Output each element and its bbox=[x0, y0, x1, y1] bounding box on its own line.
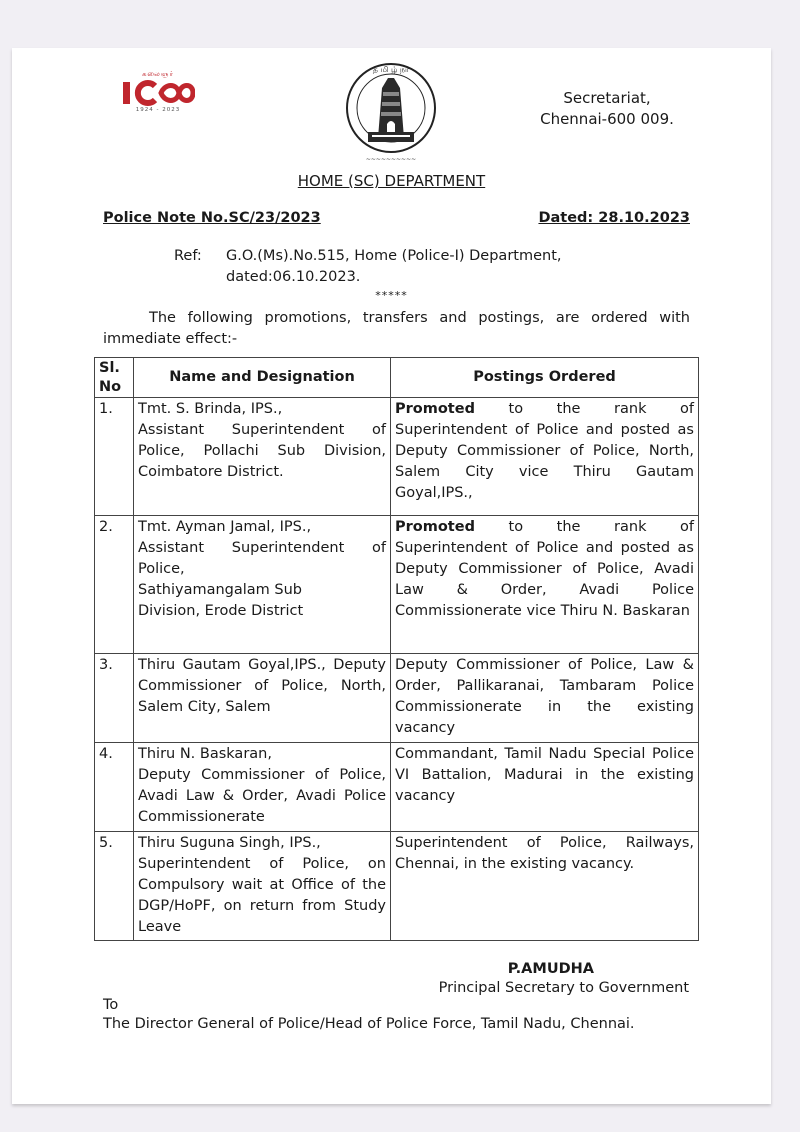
table-header-row bbox=[95, 358, 699, 398]
recipient-address: The Director General of Police/Head of Police Force, Tamil Nadu, Chennai. bbox=[103, 1016, 635, 1032]
header-postings-ordered: Postings Ordered bbox=[391, 358, 699, 398]
row-name-designation: Thiru Suguna Singh, IPS., Superintendent of Police, on Compulsory wait at Office of the DGP/HoPF, on return from Study Leave bbox=[134, 832, 391, 941]
row-name-designation: Tmt. Ayman Jamal, IPS., Assistant Superintendent of Police, Sathiyamangalam Sub Division, Erode District bbox=[134, 516, 391, 654]
promoted-label: Promoted bbox=[395, 519, 475, 535]
svg-text:~~~~~~~~~~: ~~~~~~~~~~ bbox=[365, 156, 417, 163]
row-name-designation: Thiru Gautam Goyal,IPS., Deputy Commissioner of Police, North, Salem City, Salem bbox=[134, 654, 391, 743]
document-page bbox=[12, 48, 771, 1104]
kalaignar-100-logo bbox=[118, 70, 198, 120]
row-sl: 1. bbox=[95, 398, 134, 516]
signatory-title: Principal Secretary to Government bbox=[438, 980, 689, 996]
separator-stars: ***** bbox=[375, 289, 408, 302]
intro-paragraph: The following promotions, transfers and postings, are ordered with immediate effect:- bbox=[103, 310, 690, 347]
ref-line-1: G.O.(Ms).No.515, Home (Police-I) Department, bbox=[226, 248, 562, 264]
secretariat-address bbox=[512, 88, 702, 130]
promoted-label: Promoted bbox=[395, 401, 475, 417]
signatory-name: P.AMUDHA bbox=[507, 961, 594, 977]
note-date: Dated: 28.10.2023 bbox=[538, 210, 690, 226]
row-posting: Promoted to the rank of Superintendent of Police and posted as Deputy Commissioner of Police, Avadi Law & Order, Avadi Police Commissionerate vice Thiru N. Baskaran bbox=[391, 516, 699, 654]
header-name-designation: Name and Designation bbox=[134, 358, 391, 398]
row-sl: 4. bbox=[95, 743, 134, 832]
row-sl: 2. bbox=[95, 516, 134, 654]
ref-line-2: dated:06.10.2023. bbox=[226, 269, 361, 285]
row-posting: Deputy Commissioner of Police, Law & Order, Pallikaranai, Tambaram Police Commissionerate in the existing vacancy bbox=[391, 654, 699, 743]
row-name-designation: Tmt. S. Brinda, IPS., Assistant Superintendent of Police, Pollachi Sub Division, Coimbatore District. bbox=[134, 398, 391, 516]
row-posting: Superintendent of Police, Railways, Chennai, in the existing vacancy. bbox=[391, 832, 699, 941]
logo-100-icon bbox=[121, 80, 195, 106]
table-row bbox=[95, 398, 699, 516]
reference bbox=[174, 246, 562, 288]
row-posting: Commandant, Tamil Nadu Special Police VI Battalion, Madurai in the existing vacancy bbox=[391, 743, 699, 832]
row-sl: 3. bbox=[95, 654, 134, 743]
address-line-1: Secretariat, bbox=[563, 89, 651, 107]
table-row bbox=[95, 516, 699, 654]
table-row bbox=[95, 832, 699, 941]
header-sl-no: Sl. No bbox=[95, 358, 134, 398]
to-label: To bbox=[103, 997, 119, 1013]
row-sl: 5. bbox=[95, 832, 134, 941]
department-heading bbox=[12, 172, 771, 190]
svg-text:த மி ழ் நா: த மி ழ் நா bbox=[372, 65, 410, 74]
row-name-designation: Thiru N. Baskaran, Deputy Commissioner of Police, Avadi Law & Order, Avadi Police Commissionerate bbox=[134, 743, 391, 832]
police-note-number: Police Note No.SC/23/2023 bbox=[103, 210, 321, 226]
address-line-2: Chennai-600 009. bbox=[540, 110, 674, 128]
table-row bbox=[95, 654, 699, 743]
tamil-nadu-emblem-icon bbox=[338, 58, 444, 168]
logo-years: 1924 - 2023 bbox=[135, 107, 181, 113]
postings-table bbox=[94, 357, 699, 941]
logo-tamil-text: கலைஞர் bbox=[141, 70, 175, 78]
department-name: HOME (SC) DEPARTMENT bbox=[297, 172, 486, 190]
table-row bbox=[95, 743, 699, 832]
ref-label: Ref: bbox=[174, 248, 202, 264]
row-posting: Promoted to the rank of Superintendent of Police and posted as Deputy Commissioner of Police, North, Salem City vice Thiru Gautam Goyal,IPS., bbox=[391, 398, 699, 516]
